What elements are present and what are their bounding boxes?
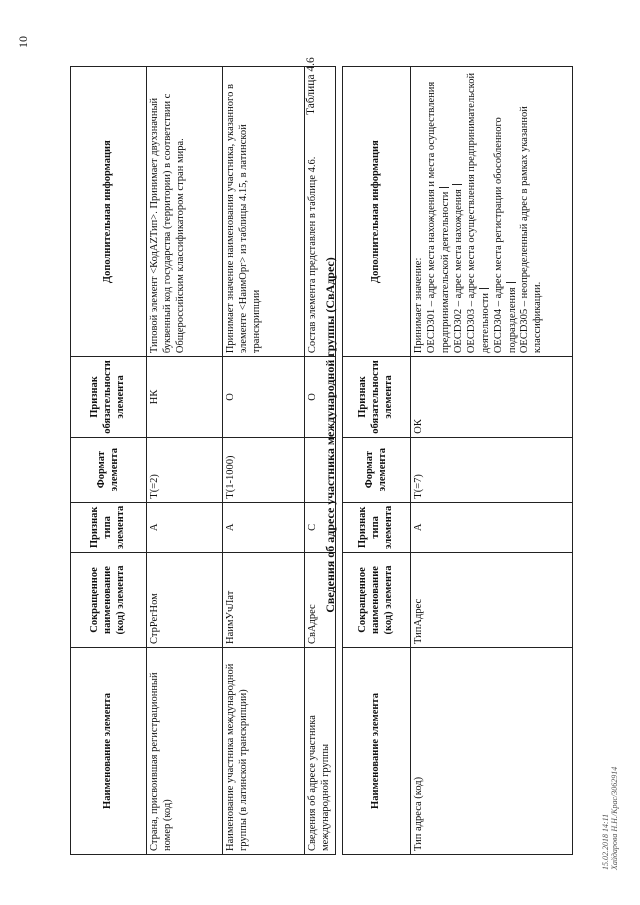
- info-line: OECD301 – адрес места нахождения и места осуществления предпринимательской деятельности: [425, 81, 451, 354]
- info-line: OECD304 – адрес места регистрации обособленного подразделения: [492, 117, 518, 354]
- cell-type: А: [411, 502, 573, 552]
- table-header-row: [71, 67, 147, 855]
- table-label: Таблица 4.6: [305, 57, 317, 115]
- cell-format: T(=2): [147, 437, 223, 502]
- cell-name: Тип адреса (код): [411, 648, 573, 855]
- info-line: OECD305 – неопределенный адрес в рамках указанной классификации.: [519, 106, 544, 354]
- cell-required: О: [223, 357, 305, 438]
- table-row: [411, 67, 573, 855]
- cell-name: Страна, присвоившая регистрационный номер (код): [147, 648, 223, 855]
- table-header-row: [343, 67, 411, 855]
- cell-required: ОК: [411, 357, 573, 438]
- cell-type: А: [147, 502, 223, 552]
- header-required: Признак обязательности элемента: [343, 357, 411, 438]
- cell-code: ТипАдрес: [411, 553, 573, 648]
- table-title: Сведения об адресе участника международной группы (СвАдрес): [323, 257, 337, 613]
- cell-type: С: [305, 502, 336, 552]
- header-code: Сокращенное наименование (код) элемента: [343, 553, 411, 648]
- cell-format: T(=7): [411, 437, 573, 502]
- cell-info: Состав элемента представлен в таблице 4.6.: [305, 67, 336, 357]
- cell-required: НК: [147, 357, 223, 438]
- cell-name: Сведения об адресе участника международной группы: [305, 648, 336, 855]
- header-type: Признак типа элемента: [343, 502, 411, 552]
- header-format: Формат элемента: [343, 437, 411, 502]
- header-name: Наименование элемента: [343, 648, 411, 855]
- address-table: [342, 66, 573, 855]
- cell-format: T(1-1000): [223, 437, 305, 502]
- header-required: Признак обязательности элемента: [71, 357, 147, 438]
- header-name: Наименование элемента: [71, 648, 147, 855]
- info-line: OECD303 – адрес места осуществления предпринимательской деятельности: [466, 72, 491, 354]
- elements-table: [70, 66, 336, 855]
- cell-code: СтрРегНом: [147, 553, 223, 648]
- cell-required: О: [305, 357, 336, 438]
- cell-code: СвАдрес: [305, 553, 336, 648]
- header-type: Признак типа элемента: [71, 502, 147, 552]
- page-number: 10: [16, 36, 30, 48]
- table-row: [147, 67, 223, 855]
- header-format: Формат элемента: [71, 437, 147, 502]
- table-row: [223, 67, 305, 855]
- cell-type: А: [223, 502, 305, 552]
- header-info: Дополнительная информация: [343, 67, 411, 357]
- cell-code: НаимУчЛат: [223, 553, 305, 648]
- info-line: OECD302 – адрес места нахождения: [452, 70, 466, 353]
- handwritten-note: 15.02.2018 14:11 Хайдарова Н.Н./Крас/3062914: [601, 766, 620, 870]
- cell-info: [411, 67, 573, 357]
- cell-name: Наименование участника международной группы (в латинской транскрипции): [223, 648, 305, 855]
- info-line: Принимает значение:: [413, 257, 424, 354]
- cell-info: Принимает значение наименования участника, указанного в элементе <НаимОрг> из таблицы 4.15, в латинской транскрипции: [223, 67, 305, 357]
- cell-info: Типовой элемент <КодАZТип>. Принимает двухзначный буквенный код государства (территории) в соответствии с Общероссийским классификатором стран мира.: [147, 67, 223, 357]
- header-info: Дополнительная информация: [71, 67, 147, 357]
- header-code: Сокращенное наименование (код) элемента: [71, 553, 147, 648]
